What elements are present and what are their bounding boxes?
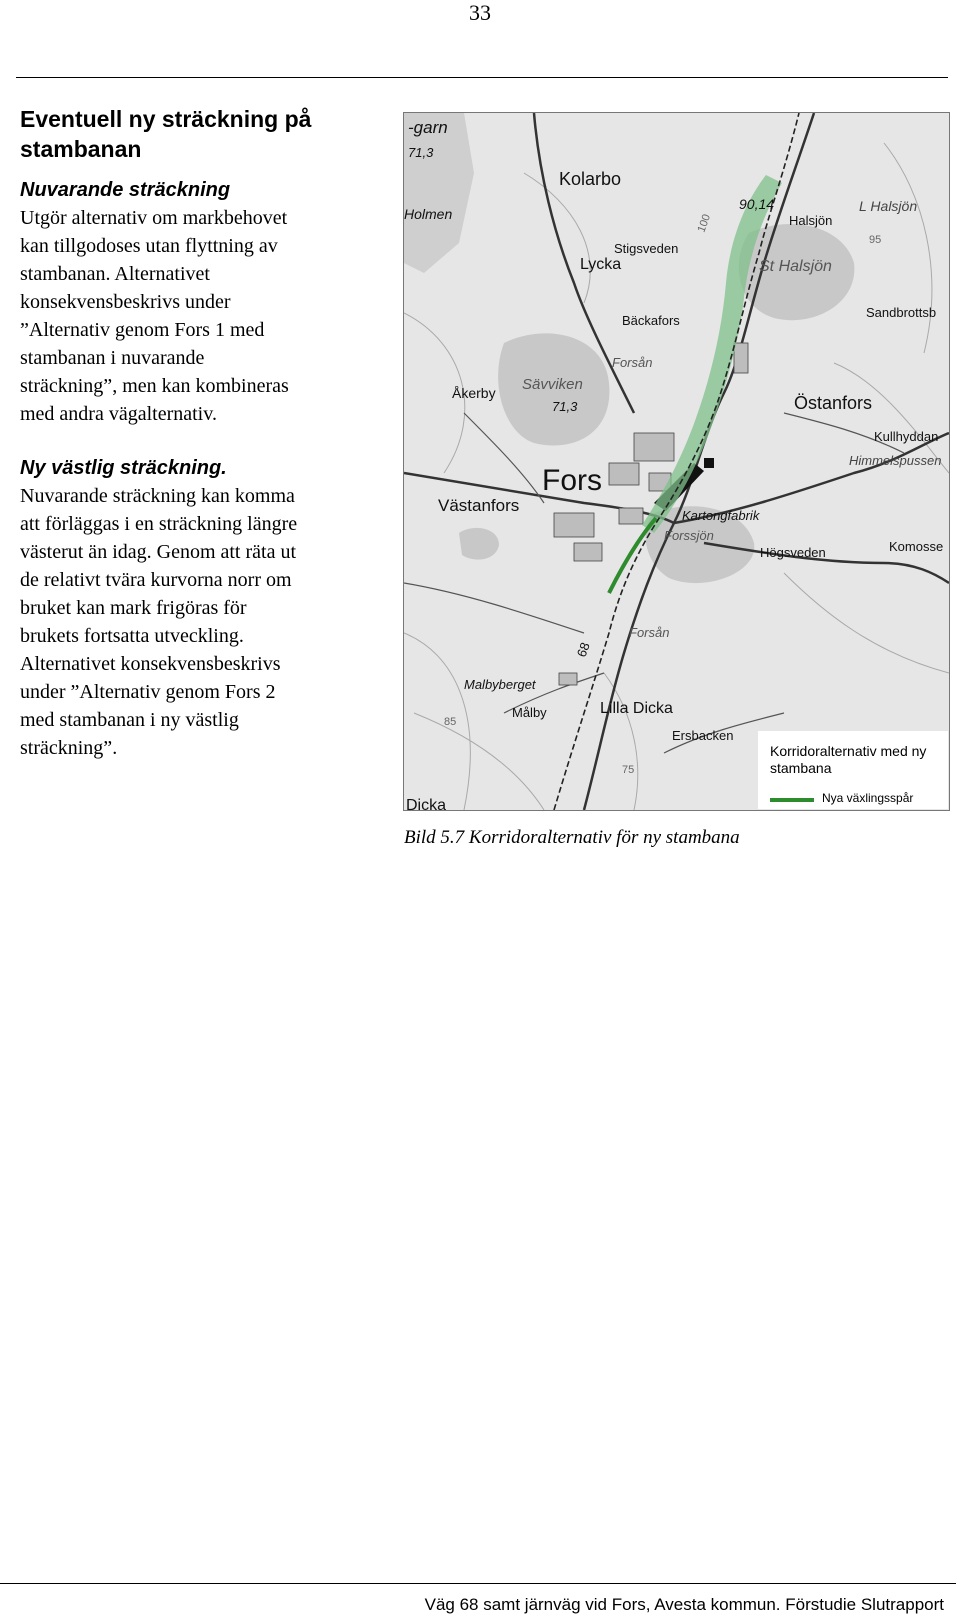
lake-garn	[404, 113, 474, 273]
map-label-forsan-north: Forsån	[612, 355, 653, 370]
map-label-garn-elev: 71,3	[408, 145, 434, 160]
map-label-savviken-elev: 71,3	[552, 399, 578, 414]
map-label-forsan-south: Forsån	[629, 625, 670, 640]
map-label-st-halsjon: St Halsjön	[759, 258, 832, 275]
map-label-hogsveden: Högsveden	[760, 545, 826, 560]
header-rule	[16, 77, 948, 78]
map-label-halsjon: Halsjön	[789, 213, 833, 228]
map-label-forssjon: Forssjön	[664, 528, 714, 543]
map-label-garn: -garn	[408, 118, 448, 137]
map-label-kolarbo: Kolarbo	[559, 169, 622, 189]
page-footer: Väg 68 samt järnväg vid Fors, Avesta kommun. Förstudie Slutrapport	[424, 1595, 944, 1614]
map-legend	[758, 731, 948, 809]
footer-rule	[0, 1583, 956, 1584]
page-number: 33	[469, 0, 491, 25]
corridor-map	[403, 112, 950, 811]
map-label-sandbrottsb: Sandbrottsb	[866, 305, 937, 320]
map-label-kartongfabrik: Kartongfabrik	[682, 508, 760, 523]
map-label-stigsveden: Stigsveden	[614, 241, 679, 256]
lake-small-sw	[459, 528, 499, 560]
map-label-l-halsjon: L Halsjön	[859, 198, 918, 214]
map-drawing	[404, 113, 949, 810]
map-label-ersbacken: Ersbacken	[672, 728, 734, 743]
map-label-backafors: Bäckafors	[622, 313, 680, 328]
map-label-contour-95: 95	[869, 234, 882, 246]
map-label-ostanfors: Östanfors	[794, 393, 873, 413]
map-label-contour-85: 85	[444, 716, 457, 728]
map-label-savviken: Sävviken	[522, 376, 583, 393]
map-label-malby: Målby	[512, 705, 547, 720]
legend-track-label: Nya växlingsspår	[822, 791, 914, 805]
map-label-komosse: Komosse	[889, 539, 944, 554]
map-label-holmen: Holmen	[404, 206, 453, 222]
subsection-title-current-route: Nuvarande sträckning	[20, 179, 231, 201]
map-label-road-68: 68	[573, 640, 593, 660]
map-label-vastanfors: Västanfors	[438, 496, 520, 515]
map-label-dicka: Dicka	[406, 797, 447, 810]
text-column	[20, 104, 380, 762]
map-label-elev-9014: 90,14	[739, 196, 775, 212]
map-label-akerby: Åkerby	[452, 385, 496, 401]
map-label-himmelspussen: Himmelspussen	[849, 453, 942, 468]
figure-caption: Bild 5.7 Korridoralternativ för ny stambana	[404, 827, 740, 848]
map-label-malbyberget: Malbyberget	[464, 677, 536, 692]
map-label-contour-75: 75	[622, 764, 635, 776]
legend-track-swatch	[770, 798, 814, 802]
section-heading: Eventuell ny sträckning på stambanan	[20, 106, 312, 162]
map-label-contour-100: 100	[695, 212, 714, 235]
map-label-fors: Fors	[542, 464, 602, 497]
paragraph-current-route: Utgör alternativ om markbehovet kan tillgodoses utan flyttning av stambanan. Alternativet konsekvensbeskrivs under ”Alternativ genom Fors 1 med stambanan i nuvarande sträckning”, men kan kombineras med andra vägalternativ.	[20, 207, 289, 425]
legend-title: Korridoralternativ med ny stambana	[770, 743, 927, 776]
map-label-kullhyddan: Kullhyddan	[874, 429, 939, 444]
paragraph-western-route: Nuvarande sträckning kan komma att förläggas i en sträckning längre västerut än idag. Genom att räta ut de relativt tvära kurvorna norr om bruket kan mark frigöras för brukets fortsatta utveckling. Alternativet konsekvensbeskrivs under ”Alternativ genom Fors 2 med stambanan i ny västlig sträckning”.	[20, 485, 298, 759]
map-label-lycka: Lycka	[580, 256, 622, 273]
subsection-title-western-route: Ny västlig sträckning.	[20, 457, 227, 479]
map-label-lilla-dicka: Lilla Dicka	[600, 700, 673, 717]
